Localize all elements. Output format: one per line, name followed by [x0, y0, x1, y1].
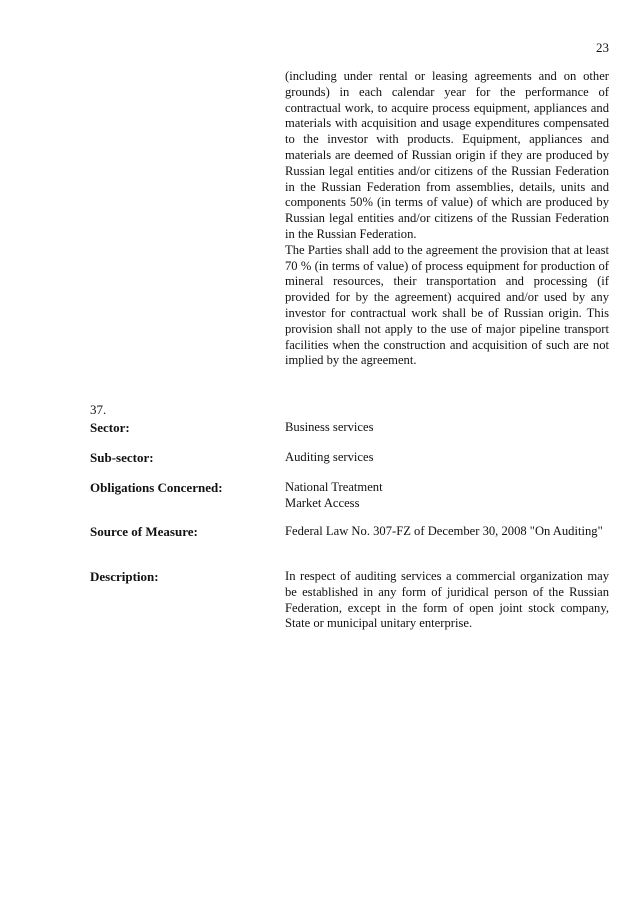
description-label: Description:: [90, 569, 159, 584]
obligation-item: Market Access: [285, 495, 360, 510]
obligations-value: [285, 480, 609, 512]
continued-paragraph: The Parties shall add to the agreement the provision that at least 70 % (in terms of value) of process equipment for production of mineral resources, their transportation and processing (if provided for by the agreement) acquired and/or used by any investor for contractual work shall be of Russian origin. This provision shall not apply to the use of major pipeline transport facilities when the construction and acquisition of such are not implied by the agreement.: [285, 242, 609, 368]
obligation-item: National Treatment: [285, 480, 383, 494]
sector-value: Business services: [285, 420, 374, 434]
obligations-label: Obligations Concerned:: [90, 480, 223, 495]
subsector-label: Sub-sector:: [90, 450, 154, 465]
source-value: Federal Law No. 307-FZ of December 30, 2008 "On Auditing": [285, 524, 603, 538]
continued-description: [285, 69, 609, 369]
entry-number: 37.: [90, 402, 107, 417]
subsector-value: Auditing services: [285, 450, 374, 464]
sector-label: Sector:: [90, 420, 130, 435]
description-value: In respect of auditing services a commercial organization may be established in any form of juridical person of the Russian Federation, except in the form of open joint stock company, State or municipal unitary enterprise.: [285, 569, 609, 631]
continued-paragraph: (including under rental or leasing agreements and on other grounds) in each calendar year for the performance of contractual work, to acquire process equipment, appliances and materials with acquisition and usage expenditures compensated to the investor with products. Equipment, appliances and materials are deemed of Russian origin if they are produced by Russian legal entities and/or citizens of the Russian Federation in the Russian Federation from assemblies, details, units and components 50% (in terms of value) of which are produced by Russian legal entities and/or citizens of the Russian Federation in the Russian Federation.: [285, 69, 609, 241]
page-number: 23: [596, 40, 609, 55]
source-label: Source of Measure:: [90, 524, 198, 539]
